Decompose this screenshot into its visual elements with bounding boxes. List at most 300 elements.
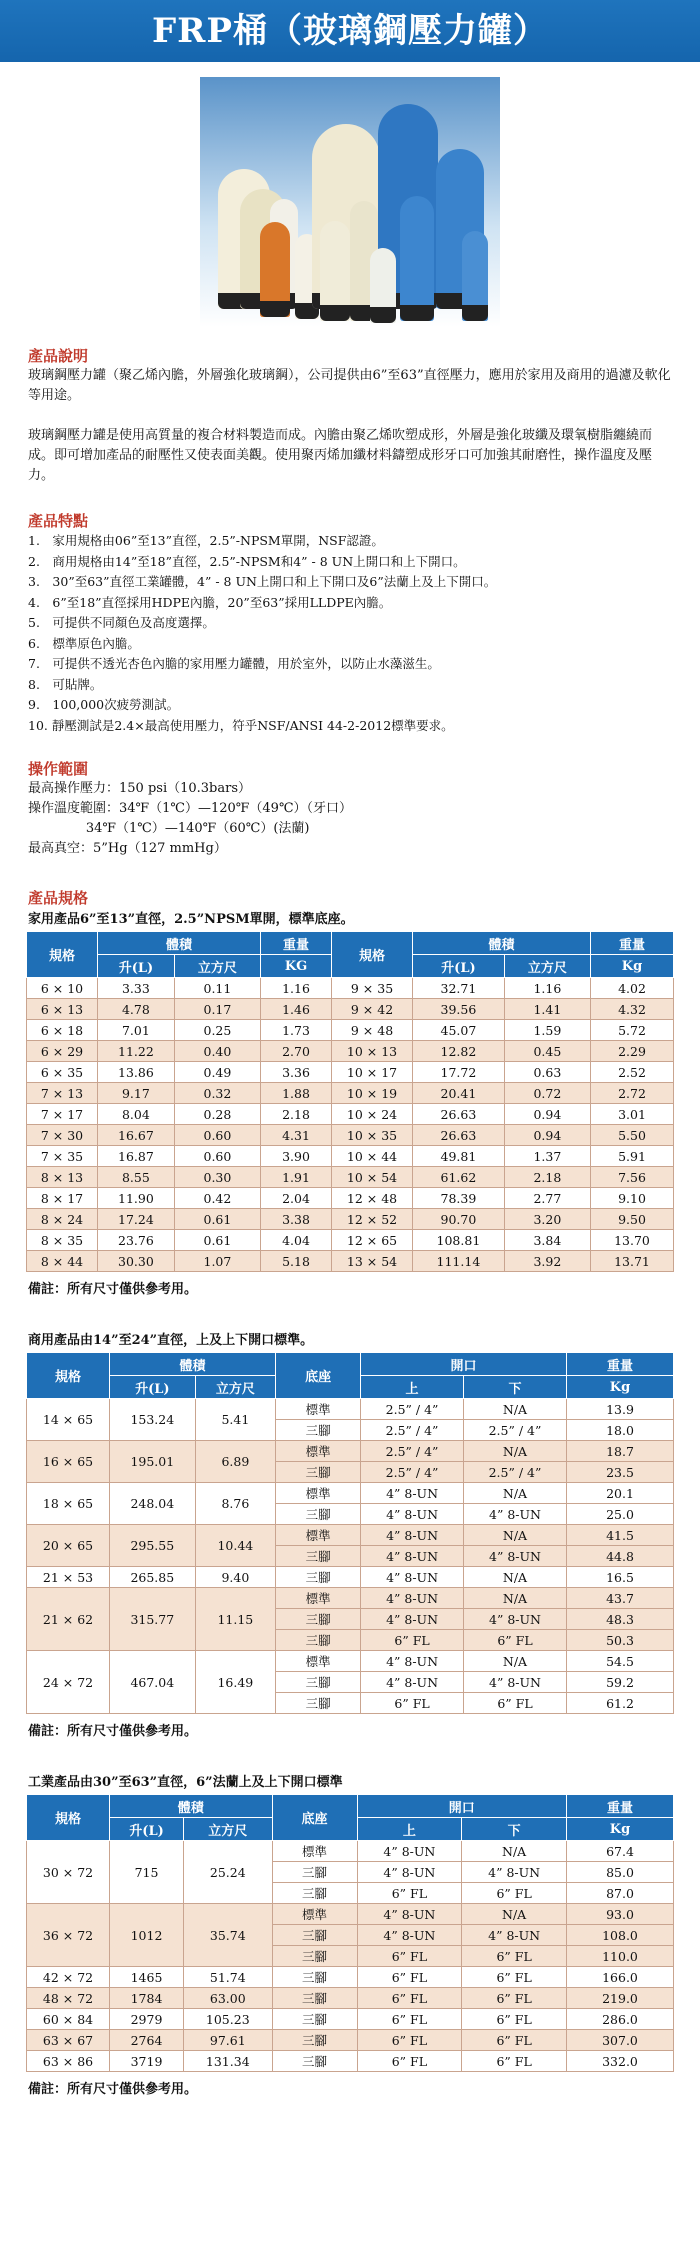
- table-cell: 5.91: [591, 1146, 674, 1167]
- table-cell: N/A: [464, 1441, 567, 1462]
- col-volume: 體積: [98, 932, 261, 955]
- table-cell: 4” 8-UN: [361, 1609, 464, 1630]
- table-row: [27, 1125, 674, 1146]
- table-cell: 2.72: [591, 1083, 674, 1104]
- table-cell: 6” FL: [462, 1946, 567, 1967]
- feature-item: 5. 可提供不同顏色及高度選擇。: [28, 615, 215, 630]
- table-cell: 63 × 86: [27, 2051, 110, 2072]
- table-cell: 3.01: [591, 1104, 674, 1125]
- table-cell: 90.70: [413, 1209, 505, 1230]
- table-cell: 0.60: [174, 1125, 260, 1146]
- table-cell: 20.41: [413, 1083, 505, 1104]
- table-cell: 12 × 52: [332, 1209, 413, 1230]
- table-cell: 2.52: [591, 1062, 674, 1083]
- table-cell: 4.78: [98, 999, 175, 1020]
- table-cell: 9 × 42: [332, 999, 413, 1020]
- table-cell: 4” 8-UN: [464, 1609, 567, 1630]
- feature-item: 10. 靜壓測試是2.4×最高使用壓力，符乎NSF/ANSI 44-2-2012標準要求。: [28, 717, 454, 733]
- feature-item: 1. 家用規格由06”至13”直徑，2.5”-NPSM單開，NSF認證。: [28, 533, 384, 548]
- table-cell: 10 × 19: [332, 1083, 413, 1104]
- table-cell: 13.71: [591, 1251, 674, 1272]
- table-cell: 0.72: [504, 1083, 590, 1104]
- table-cell: 21 × 53: [27, 1567, 110, 1588]
- intro-paragraph-2: 玻璃鋼壓力罐是使用高質量的複合材料製造而成。內膽由聚乙烯吹塑成形，外層是強化玻纖及環氧樹脂纏繞而成。即可增加產品的耐壓性又使表面美觀。使用聚丙烯加纖材料鑄塑成形牙口可加強其耐磨性，操作溫度及壓力。: [28, 428, 653, 483]
- feature-item: 7. 可提供不透光杏色內膽的家用壓力罐體，用於室外，以防止水藻滋生。: [28, 656, 440, 671]
- table-row: [27, 1525, 674, 1546]
- intro-paragraph-1: 玻璃鋼壓力罐（聚乙烯內膽，外層強化玻璃鋼），公司提供由6”至63”直徑壓力，應用於家用及商用的過濾及軟化等用途。: [28, 368, 671, 403]
- col-base: 底座: [272, 1795, 357, 1841]
- table-cell: 標準: [276, 1588, 361, 1609]
- col-bottom: 下: [462, 1818, 567, 1841]
- table-cell: 2.5” / 4”: [361, 1399, 464, 1420]
- table-cell: 0.17: [174, 999, 260, 1020]
- table-cell: 0.94: [504, 1104, 590, 1125]
- table-cell: 標準: [272, 1904, 357, 1925]
- table-cell: 23.76: [98, 1230, 175, 1251]
- table-cell: 63.00: [184, 1988, 272, 2009]
- feature-item: 6. 標準原色內膽。: [28, 635, 140, 651]
- table-cell: 6” FL: [462, 1883, 567, 1904]
- table-cell: 0.42: [174, 1188, 260, 1209]
- table-cell: 1.07: [174, 1251, 260, 1272]
- table-cell: 14 × 65: [27, 1399, 110, 1441]
- feature-item: 9. 100,000次疲勞測試。: [28, 697, 180, 712]
- col-volume: 體積: [110, 1353, 276, 1376]
- table-cell: 78.39: [413, 1188, 505, 1209]
- table-cell: 3.33: [98, 978, 175, 999]
- table-cell: 標準: [276, 1651, 361, 1672]
- table-cell: 1.91: [261, 1167, 332, 1188]
- table-cell: 1.59: [504, 1020, 590, 1041]
- table-cell: 0.94: [504, 1125, 590, 1146]
- table-cell: 13 × 54: [332, 1251, 413, 1272]
- table-cell: 標準: [276, 1441, 361, 1462]
- table-cell: 111.14: [413, 1251, 505, 1272]
- col-liter: 升(L): [413, 955, 505, 978]
- table-cell: 4” 8-UN: [361, 1525, 464, 1546]
- features-heading: 產品特點: [28, 512, 89, 530]
- table-cell: 0.60: [174, 1146, 260, 1167]
- table-cell: 1.73: [261, 1020, 332, 1041]
- table-cell: 3.36: [261, 1062, 332, 1083]
- table-cell: 0.28: [174, 1104, 260, 1125]
- table-cell: 三腳: [276, 1609, 361, 1630]
- table-cell: 1012: [110, 1904, 184, 1967]
- table-cell: 5.41: [195, 1399, 275, 1441]
- table-cell: 7 × 35: [27, 1146, 98, 1167]
- table-cell: 8 × 35: [27, 1230, 98, 1251]
- table-row: [27, 1904, 674, 1925]
- table-cell: 16 × 65: [27, 1441, 110, 1483]
- table-cell: 6” FL: [462, 1967, 567, 1988]
- table-cell: 93.0: [567, 1904, 674, 1925]
- table-cell: 0.32: [174, 1083, 260, 1104]
- table-cell: 三腳: [276, 1693, 361, 1714]
- table-cell: 三腳: [272, 1925, 357, 1946]
- table-cell: 三腳: [276, 1462, 361, 1483]
- table-cell: 48 × 72: [27, 1988, 110, 2009]
- table-cell: 44.8: [567, 1546, 674, 1567]
- col-volume: 體積: [110, 1795, 273, 1818]
- table-cell: 6 × 13: [27, 999, 98, 1020]
- table-cell: 3719: [110, 2051, 184, 2072]
- table-cell: 10 × 24: [332, 1104, 413, 1125]
- table-cell: 13.9: [567, 1399, 674, 1420]
- ops-line: 操作溫度範圍：34℉（1℃）—120℉（49℃）（牙口）: [28, 801, 352, 816]
- col-top: 上: [357, 1818, 462, 1841]
- table-cell: 0.63: [504, 1062, 590, 1083]
- table-cell: 45.07: [413, 1020, 505, 1041]
- table-cell: 10 × 54: [332, 1167, 413, 1188]
- table-cell: 標準: [276, 1399, 361, 1420]
- table-cell: 6 × 35: [27, 1062, 98, 1083]
- commercial-note: 備註：所有尺寸僅供參考用。: [28, 1724, 198, 1739]
- table-cell: 6” FL: [357, 2051, 462, 2072]
- page-title: FRP桶（玻璃鋼壓力罐）: [0, 0, 700, 62]
- table-cell: 1784: [110, 1988, 184, 2009]
- table-cell: 10 × 44: [332, 1146, 413, 1167]
- table-cell: 7 × 13: [27, 1083, 98, 1104]
- table-cell: 10.44: [195, 1525, 275, 1567]
- table-cell: 0.40: [174, 1041, 260, 1062]
- table-cell: 67.4: [567, 1841, 674, 1862]
- table-cell: 7 × 17: [27, 1104, 98, 1125]
- table-cell: 2.5” / 4”: [464, 1420, 567, 1441]
- table-cell: 48.3: [567, 1609, 674, 1630]
- table-cell: 6” FL: [357, 1967, 462, 1988]
- table-cell: 60 × 84: [27, 2009, 110, 2030]
- table-cell: 6” FL: [464, 1630, 567, 1651]
- table-cell: 4” 8-UN: [357, 1904, 462, 1925]
- table-cell: 110.0: [567, 1946, 674, 1967]
- table-row: [27, 2051, 674, 2072]
- col-kg: Kg: [567, 1376, 674, 1399]
- table-cell: 16.5: [567, 1567, 674, 1588]
- table-cell: 6 × 29: [27, 1041, 98, 1062]
- table-cell: 12.82: [413, 1041, 505, 1062]
- col-cuft: 立方尺: [184, 1818, 272, 1841]
- table-cell: 8.76: [195, 1483, 275, 1525]
- table-cell: 0.45: [504, 1041, 590, 1062]
- table-cell: 9 × 48: [332, 1020, 413, 1041]
- table-cell: 4” 8-UN: [361, 1504, 464, 1525]
- table-cell: 1.16: [504, 978, 590, 999]
- table-row: [27, 1062, 674, 1083]
- table-cell: 2.5” / 4”: [464, 1462, 567, 1483]
- table-cell: 4” 8-UN: [361, 1672, 464, 1693]
- table-cell: 248.04: [110, 1483, 196, 1525]
- specs-section: [0, 887, 700, 908]
- table-cell: 4” 8-UN: [357, 1925, 462, 1946]
- table-cell: 三腳: [276, 1504, 361, 1525]
- table-cell: 三腳: [272, 1883, 357, 1904]
- table-cell: 三腳: [272, 1862, 357, 1883]
- table-cell: 三腳: [272, 2030, 357, 2051]
- table-cell: 2764: [110, 2030, 184, 2051]
- table-cell: 8 × 13: [27, 1167, 98, 1188]
- col-opening: 開口: [361, 1353, 567, 1376]
- table-cell: 467.04: [110, 1651, 196, 1714]
- table-cell: 0.11: [174, 978, 260, 999]
- table-cell: 24 × 72: [27, 1651, 110, 1714]
- table-cell: 16.67: [98, 1125, 175, 1146]
- table-cell: 41.5: [567, 1525, 674, 1546]
- table-cell: 17.24: [98, 1209, 175, 1230]
- table-cell: 7.01: [98, 1020, 175, 1041]
- table-cell: 108.81: [413, 1230, 505, 1251]
- table-cell: N/A: [464, 1483, 567, 1504]
- table-cell: 4” 8-UN: [462, 1862, 567, 1883]
- table-cell: 3.38: [261, 1209, 332, 1230]
- table-cell: 11.90: [98, 1188, 175, 1209]
- table-row: [27, 1483, 674, 1504]
- table-cell: 6” FL: [462, 1988, 567, 2009]
- table-cell: 4” 8-UN: [361, 1567, 464, 1588]
- table-cell: 0.61: [174, 1230, 260, 1251]
- home-spec-table: [26, 931, 674, 1272]
- table-cell: 43.7: [567, 1588, 674, 1609]
- table-row: [27, 1567, 674, 1588]
- table-cell: 32.71: [413, 978, 505, 999]
- table-cell: 0.49: [174, 1062, 260, 1083]
- table-cell: 6” FL: [464, 1693, 567, 1714]
- table-cell: 5.50: [591, 1125, 674, 1146]
- table-row: [27, 1209, 674, 1230]
- table-row: [27, 1146, 674, 1167]
- table-cell: 三腳: [272, 1967, 357, 1988]
- col-weight: 重量: [591, 932, 674, 955]
- table-cell: 13.70: [591, 1230, 674, 1251]
- table-cell: 9 × 35: [332, 978, 413, 999]
- table-cell: 三腳: [272, 2009, 357, 2030]
- table-row: [27, 1399, 674, 1420]
- table-cell: 26.63: [413, 1104, 505, 1125]
- table-cell: 17.72: [413, 1062, 505, 1083]
- col-weight: 重量: [567, 1353, 674, 1376]
- table-cell: 2.18: [261, 1104, 332, 1125]
- table-cell: 63 × 67: [27, 2030, 110, 2051]
- table-row: [27, 2030, 674, 2051]
- col-kg: Kg: [591, 955, 674, 978]
- table-cell: 8 × 44: [27, 1251, 98, 1272]
- table-cell: N/A: [462, 1841, 567, 1862]
- table-cell: 4” 8-UN: [357, 1862, 462, 1883]
- table-cell: 2.04: [261, 1188, 332, 1209]
- table-cell: 307.0: [567, 2030, 674, 2051]
- table-cell: 7.56: [591, 1167, 674, 1188]
- table-cell: N/A: [462, 1904, 567, 1925]
- table-cell: 9.17: [98, 1083, 175, 1104]
- table-cell: 18.7: [567, 1441, 674, 1462]
- table-cell: 6” FL: [357, 2030, 462, 2051]
- col-spec: 規格: [27, 1795, 110, 1841]
- table-row: [27, 1651, 674, 1672]
- table-cell: 166.0: [567, 1967, 674, 1988]
- col-volume: 體積: [413, 932, 591, 955]
- table-cell: 4” 8-UN: [462, 1925, 567, 1946]
- table-cell: 295.55: [110, 1525, 196, 1567]
- home-note: 備註：所有尺寸僅供參考用。: [28, 1282, 198, 1297]
- table-cell: 2.5” / 4”: [361, 1462, 464, 1483]
- feature-item: 3. 30”至63”直徑工業罐體，4” - 8 UN上開口和上下開口及6”法蘭上及上下開口。: [28, 574, 497, 589]
- table-cell: 108.0: [567, 1925, 674, 1946]
- table-cell: 6” FL: [357, 1988, 462, 2009]
- table-cell: 2.70: [261, 1041, 332, 1062]
- table-cell: 4.31: [261, 1125, 332, 1146]
- ops-heading: 操作範圍: [28, 760, 89, 778]
- table-cell: 9.40: [195, 1567, 275, 1588]
- col-cuft: 立方尺: [504, 955, 590, 978]
- operating-range-section: [0, 758, 700, 859]
- table-cell: 39.56: [413, 999, 505, 1020]
- table-row: [27, 2009, 674, 2030]
- table-cell: 2979: [110, 2009, 184, 2030]
- table-cell: 6” FL: [357, 2009, 462, 2030]
- table-cell: 4” 8-UN: [464, 1504, 567, 1525]
- table-cell: 三腳: [272, 1946, 357, 1967]
- table-cell: 0.61: [174, 1209, 260, 1230]
- col-cuft: 立方尺: [195, 1376, 275, 1399]
- table-cell: 7 × 30: [27, 1125, 98, 1146]
- col-top: 上: [361, 1376, 464, 1399]
- table-cell: 16.87: [98, 1146, 175, 1167]
- table-cell: 30.30: [98, 1251, 175, 1272]
- table-cell: N/A: [464, 1588, 567, 1609]
- table-row: [27, 1083, 674, 1104]
- table-row: [27, 999, 674, 1020]
- table-cell: 54.5: [567, 1651, 674, 1672]
- table-cell: 85.0: [567, 1862, 674, 1883]
- col-weight: 重量: [261, 932, 332, 955]
- col-base: 底座: [276, 1353, 361, 1399]
- table-cell: 49.81: [413, 1146, 505, 1167]
- table-cell: 20 × 65: [27, 1525, 110, 1567]
- table-cell: 8.55: [98, 1167, 175, 1188]
- table-cell: 6” FL: [357, 1946, 462, 1967]
- table-cell: 30 × 72: [27, 1841, 110, 1904]
- table-cell: 97.61: [184, 2030, 272, 2051]
- table-cell: 6” FL: [361, 1693, 464, 1714]
- table-cell: 12 × 65: [332, 1230, 413, 1251]
- table-cell: 25.24: [184, 1841, 272, 1904]
- product-photo: [200, 77, 500, 327]
- table-cell: 8 × 24: [27, 1209, 98, 1230]
- table-cell: 2.29: [591, 1041, 674, 1062]
- table-cell: 0.25: [174, 1020, 260, 1041]
- table-cell: 4” 8-UN: [464, 1546, 567, 1567]
- table-cell: 4” 8-UN: [361, 1483, 464, 1504]
- table-cell: 21 × 62: [27, 1588, 110, 1651]
- features-section: [0, 510, 700, 736]
- table-cell: 5.18: [261, 1251, 332, 1272]
- table-cell: 25.0: [567, 1504, 674, 1525]
- table-cell: 4” 8-UN: [361, 1588, 464, 1609]
- table-cell: 三腳: [276, 1546, 361, 1567]
- table-cell: 26.63: [413, 1125, 505, 1146]
- table-cell: N/A: [464, 1651, 567, 1672]
- table-cell: 8 × 17: [27, 1188, 98, 1209]
- table-cell: 1.88: [261, 1083, 332, 1104]
- table-cell: 4.04: [261, 1230, 332, 1251]
- table-cell: 315.77: [110, 1588, 196, 1651]
- col-opening: 開口: [357, 1795, 566, 1818]
- table-cell: N/A: [464, 1567, 567, 1588]
- table-cell: 4” 8-UN: [464, 1672, 567, 1693]
- table-cell: 1.16: [261, 978, 332, 999]
- table-cell: 三腳: [276, 1630, 361, 1651]
- table-cell: 12 × 48: [332, 1188, 413, 1209]
- table-cell: 標準: [276, 1525, 361, 1546]
- table-row: [27, 1441, 674, 1462]
- table-cell: 1.37: [504, 1146, 590, 1167]
- table-row: [27, 1167, 674, 1188]
- col-cuft: 立方尺: [174, 955, 260, 978]
- table-cell: 265.85: [110, 1567, 196, 1588]
- commercial-subtitle: 商用產品由14”至24”直徑，上及上下開口標準。: [28, 1333, 314, 1348]
- table-cell: 195.01: [110, 1441, 196, 1483]
- table-row: [27, 1230, 674, 1251]
- table-cell: N/A: [464, 1399, 567, 1420]
- table-cell: 16.49: [195, 1651, 275, 1714]
- table-cell: 6” FL: [462, 2030, 567, 2051]
- table-cell: 10 × 17: [332, 1062, 413, 1083]
- table-cell: 8.04: [98, 1104, 175, 1125]
- table-cell: 50.3: [567, 1630, 674, 1651]
- table-cell: 105.23: [184, 2009, 272, 2030]
- industrial-note: 備註：所有尺寸僅供參考用。: [28, 2082, 198, 2097]
- table-cell: 6.89: [195, 1441, 275, 1483]
- table-cell: 51.74: [184, 1967, 272, 1988]
- table-cell: 18.0: [567, 1420, 674, 1441]
- table-cell: 36 × 72: [27, 1904, 110, 1967]
- table-cell: 42 × 72: [27, 1967, 110, 1988]
- table-row: [27, 1104, 674, 1125]
- col-bottom: 下: [464, 1376, 567, 1399]
- table-cell: 6” FL: [462, 2051, 567, 2072]
- intro-section: [0, 345, 700, 486]
- table-cell: 三腳: [276, 1672, 361, 1693]
- table-cell: 三腳: [272, 1988, 357, 2009]
- table-cell: 6” FL: [361, 1630, 464, 1651]
- table-cell: 4” 8-UN: [357, 1841, 462, 1862]
- table-cell: 4” 8-UN: [361, 1651, 464, 1672]
- table-cell: 3.90: [261, 1146, 332, 1167]
- table-cell: 11.15: [195, 1588, 275, 1651]
- table-cell: 61.62: [413, 1167, 505, 1188]
- table-row: [27, 1041, 674, 1062]
- table-cell: 286.0: [567, 2009, 674, 2030]
- table-row: [27, 1841, 674, 1862]
- table-cell: 18 × 65: [27, 1483, 110, 1525]
- specs-heading: 產品規格: [28, 889, 89, 907]
- table-cell: 2.5” / 4”: [361, 1420, 464, 1441]
- table-cell: 10 × 13: [332, 1041, 413, 1062]
- table-cell: 2.77: [504, 1188, 590, 1209]
- table-cell: 4” 8-UN: [361, 1546, 464, 1567]
- table-cell: 13.86: [98, 1062, 175, 1083]
- table-cell: 87.0: [567, 1883, 674, 1904]
- table-cell: 0.30: [174, 1167, 260, 1188]
- feature-item: 8. 可貼牌。: [28, 676, 103, 692]
- table-cell: 1.41: [504, 999, 590, 1020]
- table-row: [27, 1967, 674, 1988]
- table-row: [27, 1251, 674, 1272]
- ops-line: 最高操作壓力：150 psi（10.3bars）: [28, 781, 251, 796]
- intro-heading: 產品說明: [28, 347, 89, 365]
- table-cell: N/A: [464, 1525, 567, 1546]
- table-cell: 3.84: [504, 1230, 590, 1251]
- table-cell: 1.46: [261, 999, 332, 1020]
